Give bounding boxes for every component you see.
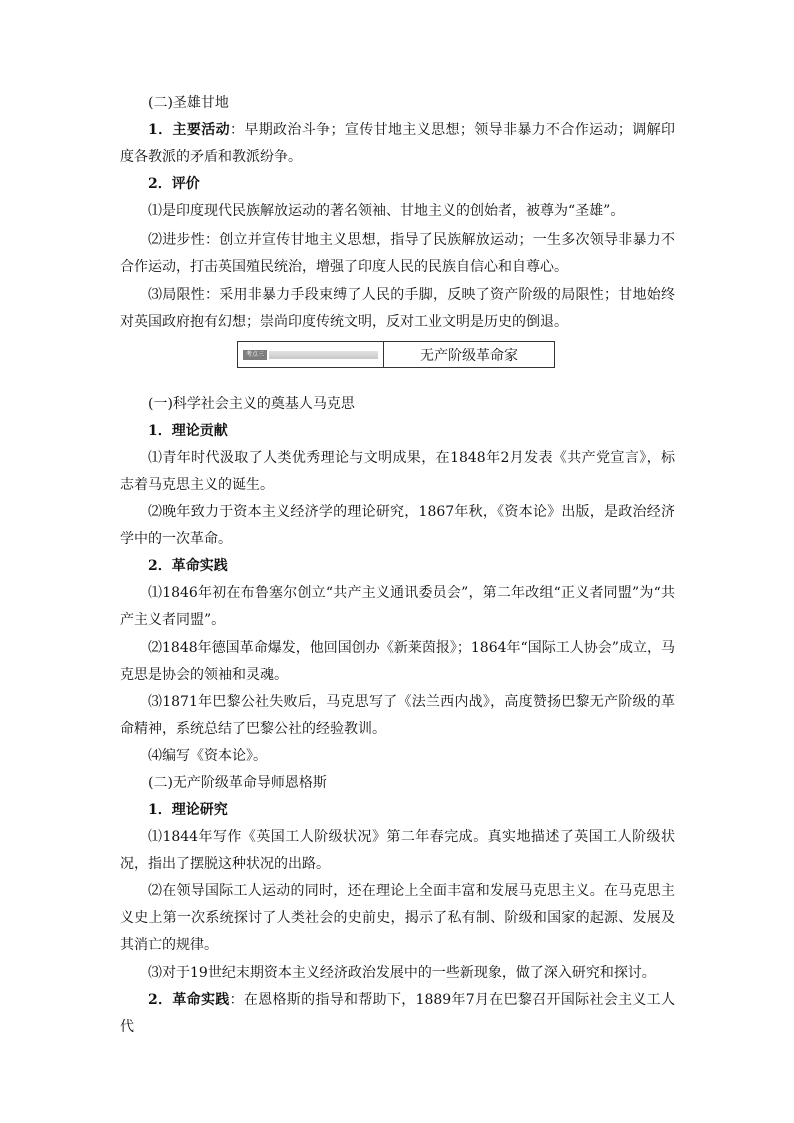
section-banner [237,341,555,368]
paragraph: ⑶局限性：采用非暴力手段束缚了人民的手脚，反映了资产阶级的局限性；甘地始终对英国政府抱有幻想；崇尚印度传统文明，反对工业文明是历史的倒退。 [120,287,675,330]
paragraph: ⑵晚年致力于资本主义经济学的理论研究，1867年秋，《资本论》出版，是政治经济学中的一次革命。 [120,504,675,547]
section-heading: (二)圣雄甘地 [148,95,229,111]
item-text: ：早期政治斗争；宣传甘地主义思想；领导非暴力不合作运动；调解印度各教派的矛盾和教派纷争。 [120,122,675,165]
item-label: 1．主要活动 [148,122,230,138]
item-label: 1．理论贡献 [148,423,228,439]
paragraph [120,117,675,171]
item-label: 1．理论研究 [148,802,228,818]
item-label: 2．革命实践 [148,558,228,574]
item-label: 2．革命实践 [148,992,230,1008]
paragraph: ⑵进步性：创立并宣传甘地主义思想，指导了民族解放运动；一生多次领导非暴力不合作运动，打击英国殖民统治，增强了印度人民的民族自信心和自尊心。 [120,232,675,275]
section-heading: (二)无产阶级革命导师恩格斯 [148,775,327,791]
paragraph: ⑶对于19世纪末期资本主义经济政治发展中的一些新现象，做了深入研究和探讨。 [148,965,656,981]
section-heading: (一)科学社会主义的奠基人马克思 [148,396,355,412]
item-text: ：在恩格斯的指导和帮助下，1889年7月在巴黎召开国际社会主义工人代 [120,992,675,1035]
paragraph: ⑴1844年写作《英国工人阶级状况》第二年春完成。真实地描述了英国工人阶级状况，指出了摆脱这种状况的出路。 [120,829,675,872]
item-label: 2．评价 [148,176,200,192]
banner-label-area [238,342,384,367]
paragraph: ⑶1871年巴黎公社失败后，马克思写了《法兰西内战》，高度赞扬巴黎无产阶级的革命精神，系统总结了巴黎公社的经验教训。 [120,694,675,737]
paragraph [120,987,675,1041]
paragraph: ⑵在领导国际工人运动的同时，还在理论上全面丰富和发展马克思主义。在马克思主义史上第一次系统探讨了人类社会的史前史，揭示了私有制、阶级和国家的起源、发展及其消亡的规律。 [120,883,675,953]
paragraph: ⑴1846年初在布鲁塞尔创立“共产主义通讯委员会”，第二年改组“正义者同盟”为“共产主义者同盟”。 [120,585,675,628]
banner-decor-bar [269,351,378,359]
paragraph: ⑴青年时代汲取了人类优秀理论与文明成果，在1848年2月发表《共产党宣言》，标志着马克思主义的诞生。 [120,450,675,493]
banner-tag: 考点三 [243,350,267,360]
paragraph: ⑵1848年德国革命爆发，他回国创办《新莱茵报》；1864年“国际工人协会”成立，马克思是协会的领袖和灵魂。 [120,640,675,683]
banner-title: 无产阶级革命家 [420,347,518,364]
paragraph: ⑷编写《资本论》。 [148,748,267,764]
paragraph: ⑴是印度现代民族解放运动的著名领袖、甘地主义的创始者，被尊为“圣雄”。 [148,203,625,219]
